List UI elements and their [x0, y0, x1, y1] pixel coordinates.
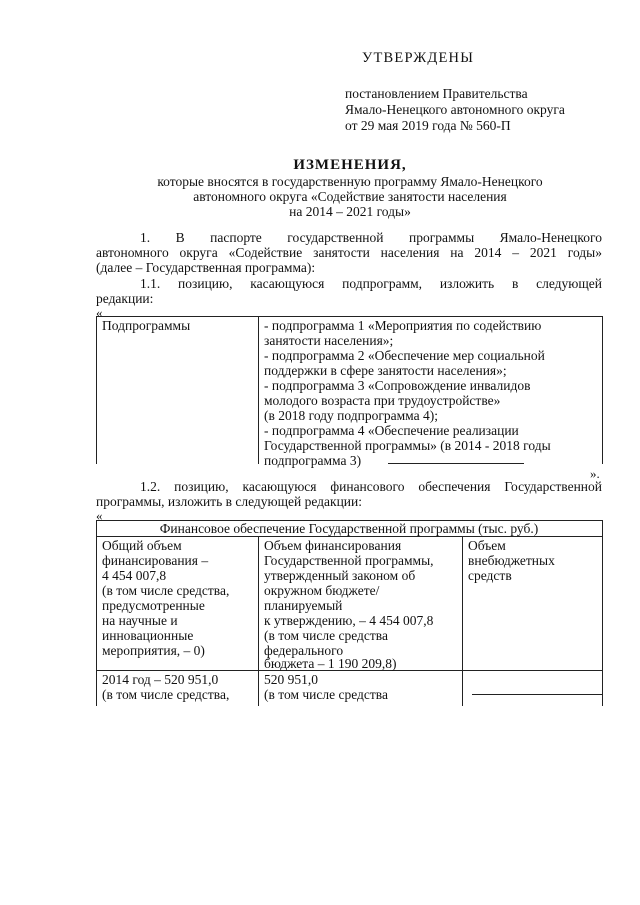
financing-header: Финансовое обеспечение Государственной программы (тыс. руб.) — [159, 521, 539, 536]
subprogram-line: занятости населения»; — [264, 333, 394, 348]
total-financing-line: инновационные — [102, 628, 194, 643]
open-quote-1: « — [96, 305, 103, 320]
total-financing-line: предусмотренные — [102, 598, 205, 613]
document-subtitle-1: которые вносятся в государственную программу Ямало-Ненецкого — [157, 174, 543, 189]
subprogram-line: подпрограмма 3) — [264, 453, 362, 468]
budget-financing-line: Объем финансирования — [264, 538, 402, 553]
subprograms-label: Подпрограммы — [102, 318, 191, 333]
budget-financing-line: окружном бюджете/ — [264, 583, 380, 598]
para12-line-1: 1.2. позицию, касающуюся финансового обеспечения Государственной — [140, 479, 602, 494]
document-subtitle-3: на 2014 – 2021 годы» — [289, 204, 411, 219]
budget-financing-line: Государственной программы, — [264, 553, 434, 568]
budget-financing-line: планируемый — [264, 598, 343, 613]
para1-line-2: автономного округа «Содействие занятости населения на 2014 – 2021 годы» — [96, 245, 602, 260]
close-quote-1: ». — [590, 466, 600, 481]
approval-title: УТВЕРЖДЕНЫ — [362, 50, 475, 66]
total-financing-line: (в том числе средства, — [102, 583, 230, 598]
document-title: ИЗМЕНЕНИЯ, — [293, 157, 407, 173]
budget-financing-line: утвержденный законом об — [264, 568, 416, 583]
approval-line-3: от 29 мая 2019 года № 560-П — [345, 118, 511, 133]
subprogram-line: - подпрограмма 4 «Обеспечение реализации — [264, 423, 519, 438]
approval-line-2: Ямало-Ненецкого автономного округа — [345, 102, 565, 117]
year-2014-total: 2014 год – 520 951,0 — [102, 672, 219, 687]
year-2014-total-note: (в том числе средства, — [102, 687, 230, 702]
budget-financing-line: федерального — [264, 643, 344, 658]
extrabudgetary-line: средств — [468, 568, 512, 583]
total-financing-line: 4 454 007,8 — [102, 568, 167, 583]
extrabudgetary-line: Объем — [468, 538, 506, 553]
subprogram-line: - подпрограмма 2 «Обеспечение мер социальной — [264, 348, 545, 363]
year-2014-budget: 520 951,0 — [264, 672, 318, 687]
para12-line-2: программы, изложить в следующей редакции: — [96, 494, 362, 509]
open-quote-2: « — [96, 508, 103, 523]
total-financing-line: на научные и — [102, 613, 178, 628]
subprogram-line: (в 2018 году подпрограмма 4); — [264, 408, 438, 423]
para11-line-2: редакции: — [96, 291, 154, 306]
subprogram-line: молодого возраста при трудоустройстве» — [264, 393, 501, 408]
document-subtitle-2: автономного округа «Содействие занятости населения — [193, 189, 507, 204]
year-2014-budget-note: (в том числе средства — [264, 687, 388, 702]
subprogram-line: поддержки в сфере занятости населения»; — [264, 363, 507, 378]
total-financing-line: финансирования – — [102, 553, 209, 568]
budget-financing-line: (в том числе средства — [264, 628, 388, 643]
extrabudgetary-line: внебюджетных — [468, 553, 555, 568]
subprogram-line: - подпрограмма 1 «Мероприятия по содействию — [264, 318, 542, 333]
para11-line-1: 1.1. позицию, касающуюся подпрограмм, изложить в следующей — [140, 276, 602, 291]
subprogram-line: - подпрограмма 3 «Сопровождение инвалидов — [264, 378, 531, 393]
budget-financing-line: к утверждению, – 4 454 007,8 — [264, 613, 434, 628]
subprogram-line: Государственной программы» (в 2014 - 2018 годы — [264, 438, 551, 453]
total-financing-line: Общий объем — [102, 538, 182, 553]
approval-line-1: постановлением Правительства — [345, 86, 528, 101]
total-financing-line: мероприятия, – 0) — [102, 643, 205, 658]
para1-line-3: (далее – Государственная программа): — [96, 260, 316, 275]
budget-financing-line: бюджета – 1 190 209,8) — [264, 656, 397, 671]
para1-line-1: 1. В паспорте государственной программы Ямало-Ненецкого — [140, 230, 602, 245]
